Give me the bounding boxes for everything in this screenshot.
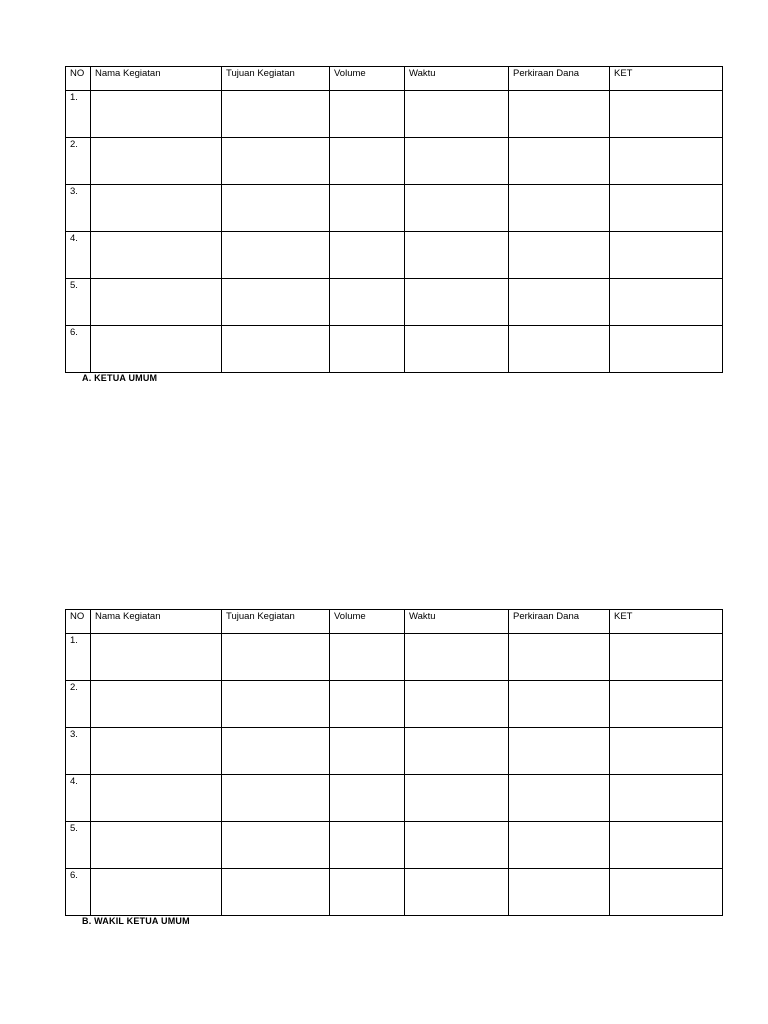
column-header-ket: KET [610, 610, 723, 634]
ket-cell [610, 634, 723, 681]
column-header-ket: KET [610, 67, 723, 91]
waktu-cell [405, 326, 509, 373]
table-header-row [66, 67, 723, 91]
column-header-waktu: Waktu [405, 67, 509, 91]
nama-kegiatan-cell [91, 728, 222, 775]
row-number: 4. [66, 232, 91, 279]
waktu-cell [405, 681, 509, 728]
ket-cell [610, 138, 723, 185]
volume-cell [330, 681, 405, 728]
row-number: 3. [66, 728, 91, 775]
nama-kegiatan-cell [91, 822, 222, 869]
table-row [66, 279, 723, 326]
row-number: 1. [66, 634, 91, 681]
nama-kegiatan-cell [91, 681, 222, 728]
nama-kegiatan-cell [91, 326, 222, 373]
column-header-nama-kegiatan: Nama Kegiatan [91, 67, 222, 91]
table-row [66, 869, 723, 916]
waktu-cell [405, 91, 509, 138]
column-header-perkiraan-dana: Perkiraan Dana [509, 67, 610, 91]
waktu-cell [405, 728, 509, 775]
column-header-volume: Volume [330, 610, 405, 634]
perkiraan-dana-cell [509, 138, 610, 185]
row-number: 4. [66, 775, 91, 822]
perkiraan-dana-cell [509, 869, 610, 916]
row-number: 2. [66, 681, 91, 728]
row-number: 5. [66, 279, 91, 326]
waktu-cell [405, 634, 509, 681]
tujuan-kegiatan-cell [222, 634, 330, 681]
nama-kegiatan-cell [91, 91, 222, 138]
ket-cell [610, 775, 723, 822]
volume-cell [330, 869, 405, 916]
section-label-ketua-umum: A. KETUA UMUM [82, 373, 158, 383]
column-header-tujuan-kegiatan: Tujuan Kegiatan [222, 610, 330, 634]
table-row [66, 185, 723, 232]
ket-cell [610, 185, 723, 232]
table-row [66, 138, 723, 185]
perkiraan-dana-cell [509, 634, 610, 681]
table-row [66, 326, 723, 373]
waktu-cell [405, 138, 509, 185]
column-header-tujuan-kegiatan: Tujuan Kegiatan [222, 67, 330, 91]
waktu-cell [405, 185, 509, 232]
tujuan-kegiatan-cell [222, 681, 330, 728]
activity-table-ketua-umum [65, 66, 723, 373]
tujuan-kegiatan-cell [222, 279, 330, 326]
waktu-cell [405, 869, 509, 916]
nama-kegiatan-cell [91, 232, 222, 279]
ket-cell [610, 326, 723, 373]
volume-cell [330, 728, 405, 775]
volume-cell [330, 326, 405, 373]
perkiraan-dana-cell [509, 279, 610, 326]
ket-cell [610, 728, 723, 775]
perkiraan-dana-cell [509, 728, 610, 775]
section-label-wakil-ketua-umum: B. WAKIL KETUA UMUM [82, 916, 190, 926]
row-number: 5. [66, 822, 91, 869]
waktu-cell [405, 279, 509, 326]
waktu-cell [405, 822, 509, 869]
tujuan-kegiatan-cell [222, 728, 330, 775]
tujuan-kegiatan-cell [222, 232, 330, 279]
table-header-row [66, 610, 723, 634]
volume-cell [330, 822, 405, 869]
waktu-cell [405, 232, 509, 279]
ket-cell [610, 232, 723, 279]
volume-cell [330, 775, 405, 822]
nama-kegiatan-cell [91, 138, 222, 185]
volume-cell [330, 279, 405, 326]
row-number: 3. [66, 185, 91, 232]
tujuan-kegiatan-cell [222, 775, 330, 822]
tujuan-kegiatan-cell [222, 138, 330, 185]
perkiraan-dana-cell [509, 775, 610, 822]
column-header-waktu: Waktu [405, 610, 509, 634]
table-row [66, 681, 723, 728]
perkiraan-dana-cell [509, 326, 610, 373]
table-row [66, 91, 723, 138]
volume-cell [330, 232, 405, 279]
ket-cell [610, 822, 723, 869]
volume-cell [330, 138, 405, 185]
column-header-no: NO [66, 610, 91, 634]
table-row [66, 775, 723, 822]
table-row [66, 232, 723, 279]
table-row [66, 822, 723, 869]
nama-kegiatan-cell [91, 279, 222, 326]
perkiraan-dana-cell [509, 185, 610, 232]
nama-kegiatan-cell [91, 775, 222, 822]
waktu-cell [405, 775, 509, 822]
row-number: 6. [66, 869, 91, 916]
tujuan-kegiatan-cell [222, 185, 330, 232]
ket-cell [610, 869, 723, 916]
table-row [66, 634, 723, 681]
volume-cell [330, 634, 405, 681]
ket-cell [610, 91, 723, 138]
row-number: 1. [66, 91, 91, 138]
nama-kegiatan-cell [91, 185, 222, 232]
tujuan-kegiatan-cell [222, 91, 330, 138]
nama-kegiatan-cell [91, 634, 222, 681]
ket-cell [610, 681, 723, 728]
ket-cell [610, 279, 723, 326]
activity-table-wakil-ketua-umum [65, 609, 723, 916]
nama-kegiatan-cell [91, 869, 222, 916]
perkiraan-dana-cell [509, 681, 610, 728]
perkiraan-dana-cell [509, 232, 610, 279]
column-header-nama-kegiatan: Nama Kegiatan [91, 610, 222, 634]
column-header-perkiraan-dana: Perkiraan Dana [509, 610, 610, 634]
volume-cell [330, 185, 405, 232]
row-number: 2. [66, 138, 91, 185]
tujuan-kegiatan-cell [222, 869, 330, 916]
row-number: 6. [66, 326, 91, 373]
volume-cell [330, 91, 405, 138]
column-header-no: NO [66, 67, 91, 91]
tujuan-kegiatan-cell [222, 326, 330, 373]
perkiraan-dana-cell [509, 91, 610, 138]
column-header-volume: Volume [330, 67, 405, 91]
table-row [66, 728, 723, 775]
tujuan-kegiatan-cell [222, 822, 330, 869]
perkiraan-dana-cell [509, 822, 610, 869]
